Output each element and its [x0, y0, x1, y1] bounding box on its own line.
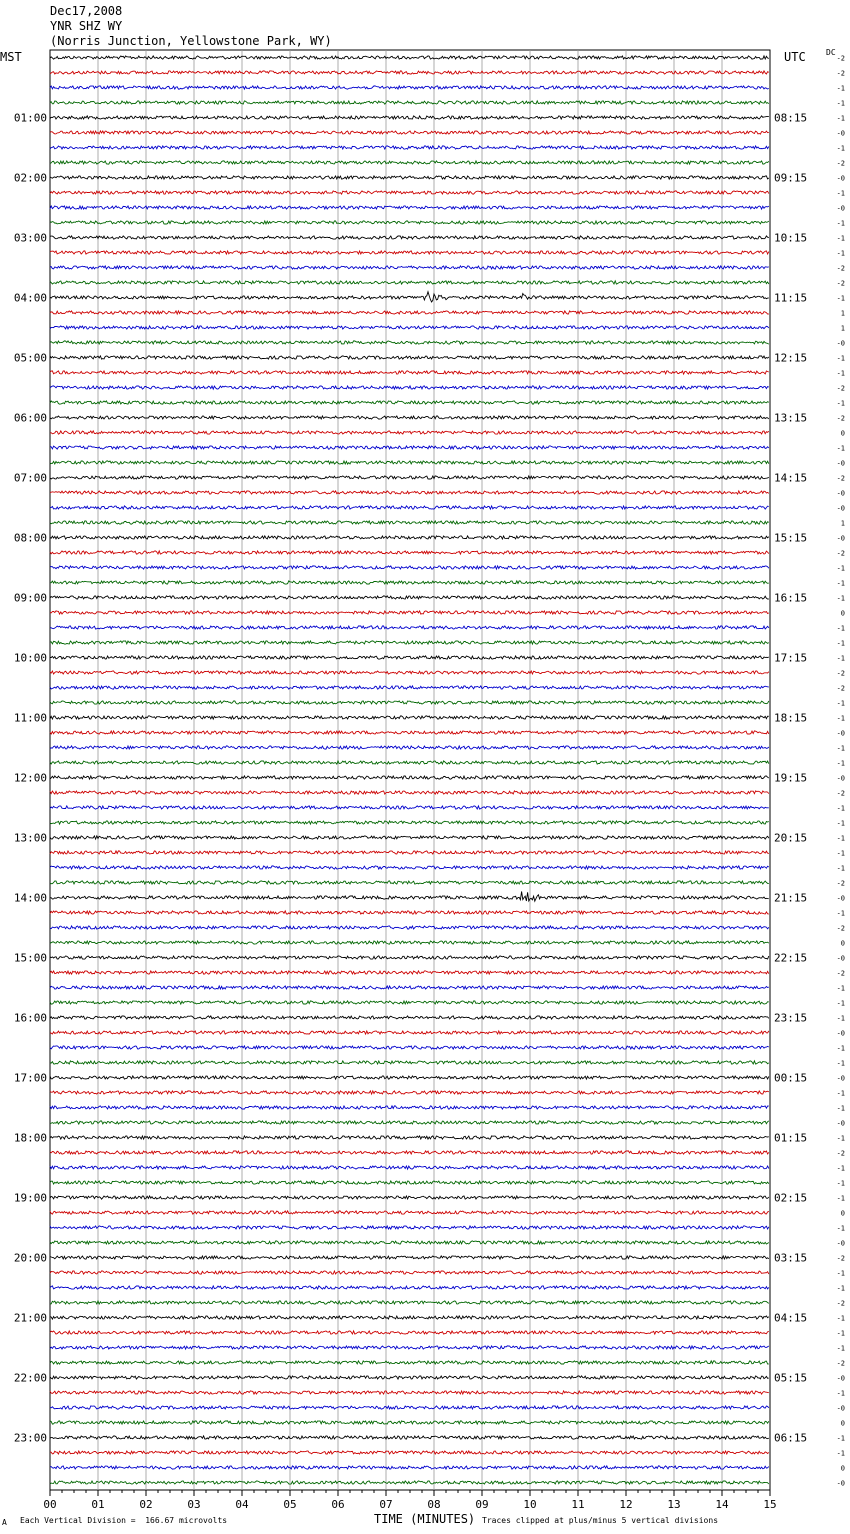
x-tick-label: 09	[475, 1498, 489, 1511]
trace-row-8	[50, 176, 769, 179]
dc-offset-label: -1	[836, 354, 845, 363]
trace-row-13	[50, 251, 769, 254]
trace-group	[50, 56, 769, 1484]
trace-row-62	[50, 986, 769, 989]
mst-label: 14:00	[13, 891, 47, 905]
dc-offset-label: -0	[836, 459, 845, 468]
dc-offset-label: -1	[836, 444, 845, 453]
mst-label: 12:00	[13, 771, 47, 785]
dc-offset-label: -0	[836, 1239, 845, 1248]
dc-offset-label: -1	[836, 999, 845, 1008]
trace-row-25	[50, 431, 769, 434]
dc-offset-label: -1	[836, 1224, 845, 1233]
trace-row-12	[50, 236, 769, 239]
utc-label: 05:15	[774, 1371, 808, 1385]
dc-offset-label: -2	[836, 1149, 845, 1158]
header-date: Dec17,2008	[50, 4, 123, 18]
dc-offset-label: -2	[836, 549, 845, 558]
dc-offset-label: -1	[836, 1284, 845, 1293]
dc-offset-label: -1	[836, 1044, 845, 1053]
mst-label: 03:00	[13, 231, 47, 245]
x-tick-label: 11	[571, 1498, 585, 1511]
trace-row-84	[50, 1316, 769, 1319]
trace-row-69	[50, 1091, 769, 1094]
utc-label: 17:15	[774, 651, 808, 665]
dc-offset-label: -1	[836, 189, 845, 198]
dc-offset-label: -1	[836, 714, 845, 723]
mst-label: 01:00	[13, 111, 47, 125]
utc-label: 01:15	[774, 1131, 808, 1145]
trace-row-49	[50, 791, 769, 794]
trace-row-54	[50, 866, 769, 869]
trace-row-74	[50, 1166, 769, 1169]
dc-offset-label: -1	[836, 564, 845, 573]
dc-offset-label: -0	[836, 1479, 845, 1488]
x-tick-label: 05	[283, 1498, 297, 1511]
mst-label: 19:00	[13, 1191, 47, 1205]
x-tick-label: 07	[379, 1498, 393, 1511]
trace-row-33	[50, 551, 769, 554]
dc-offset-label: -0	[836, 1119, 845, 1128]
dc-offset-label: 1	[840, 519, 845, 528]
dc-offset-label: 1	[840, 309, 845, 318]
dc-offset-label: -1	[836, 1089, 845, 1098]
dc-offset-label: -1	[836, 399, 845, 408]
dc-offset-label: -1	[836, 819, 845, 828]
mst-label: 11:00	[13, 711, 47, 725]
left-axis-title: MST	[0, 50, 22, 64]
dc-offset-label: -0	[836, 504, 845, 513]
trace-row-37	[50, 611, 769, 614]
trace-row-79	[50, 1241, 769, 1244]
mst-label: 10:00	[13, 651, 47, 665]
trace-row-93	[50, 1451, 769, 1454]
dc-offset-label: -1	[836, 579, 845, 588]
dc-offset-label: 0	[840, 1464, 845, 1473]
trace-row-14	[50, 266, 769, 269]
mst-label: 05:00	[13, 351, 47, 365]
mst-label: 07:00	[13, 471, 47, 485]
x-tick-label: 03	[187, 1498, 201, 1511]
trace-row-72	[50, 1136, 769, 1139]
utc-label: 12:15	[774, 351, 808, 365]
right-axis-title: UTC	[784, 50, 806, 64]
dc-offset-label: -1	[836, 249, 845, 258]
trace-row-29	[50, 491, 769, 494]
dc-offset-label: -1	[836, 84, 845, 93]
dc-offset-label: -2	[836, 669, 845, 678]
utc-label: 23:15	[774, 1011, 808, 1025]
dc-offset-label: 0	[840, 1419, 845, 1428]
trace-row-86	[50, 1346, 769, 1349]
trace-row-53	[50, 851, 769, 854]
dc-offset-label: -1	[836, 699, 845, 708]
trace-row-65	[50, 1031, 769, 1034]
trace-row-78	[50, 1226, 769, 1229]
trace-row-77	[50, 1211, 769, 1214]
trace-row-89	[50, 1391, 769, 1394]
trace-row-10	[50, 206, 769, 209]
trace-row-73	[50, 1151, 769, 1154]
trace-row-27	[50, 461, 769, 464]
dc-offset-label: -1	[836, 234, 845, 243]
trace-row-70	[50, 1106, 769, 1109]
trace-row-6	[50, 146, 769, 149]
mst-label: 15:00	[13, 951, 47, 965]
dc-offset-label: -0	[836, 534, 845, 543]
x-tick-label: 01	[91, 1498, 105, 1511]
dc-offset-label: -0	[836, 174, 845, 183]
trace-row-59	[50, 941, 769, 944]
x-axis-label: TIME (MINUTES)	[374, 1512, 476, 1526]
dc-offset-label: -1	[836, 1389, 845, 1398]
mst-label: 21:00	[13, 1311, 47, 1325]
scale-note: Each Vertical Division = 166.67 microvolts	[20, 1516, 228, 1525]
utc-label: 16:15	[774, 591, 808, 605]
trace-row-5	[50, 131, 769, 134]
x-tick-label: 08	[427, 1498, 441, 1511]
trace-row-46	[50, 746, 769, 749]
trace-row-19	[50, 341, 769, 344]
trace-row-68	[50, 1076, 769, 1079]
trace-row-18	[50, 326, 769, 329]
dc-offset-label: -2	[836, 264, 845, 273]
trace-row-67	[50, 1061, 769, 1064]
trace-row-76	[50, 1196, 769, 1199]
dc-offset-label: -2	[836, 69, 845, 78]
utc-label: 03:15	[774, 1251, 808, 1265]
dc-offset-label: -2	[836, 384, 845, 393]
trace-row-30	[50, 506, 769, 509]
utc-label: 13:15	[774, 411, 808, 425]
trace-row-63	[50, 1001, 769, 1004]
x-tick-label: 00	[43, 1498, 57, 1511]
trace-row-94	[50, 1466, 769, 1469]
trace-row-17	[50, 311, 769, 314]
utc-label: 08:15	[774, 111, 808, 125]
dc-offset-label: -2	[836, 1299, 845, 1308]
dc-offset-label: -2	[836, 969, 845, 978]
trace-row-91	[50, 1421, 769, 1424]
mst-label: 20:00	[13, 1251, 47, 1265]
utc-label: 20:15	[774, 831, 808, 845]
dc-offset-label: -2	[836, 1254, 845, 1263]
utc-label: 10:15	[774, 231, 808, 245]
trace-row-61	[50, 971, 769, 974]
dc-offset-label: 0	[840, 609, 845, 618]
trace-row-66	[50, 1046, 769, 1049]
trace-row-41	[50, 671, 769, 674]
dc-offset-label: -1	[836, 1194, 845, 1203]
mst-label: 22:00	[13, 1371, 47, 1385]
dc-offset-label: -0	[836, 1074, 845, 1083]
trace-row-0	[50, 56, 769, 59]
trace-row-7	[50, 161, 769, 164]
trace-row-52	[50, 836, 769, 839]
dc-offset-label: -1	[836, 864, 845, 873]
trace-row-20	[50, 356, 769, 359]
dc-offset-label: -2	[836, 54, 845, 63]
trace-row-31	[50, 521, 769, 524]
mst-label: 02:00	[13, 171, 47, 185]
trace-row-32	[50, 536, 769, 539]
trace-row-4	[50, 116, 769, 119]
trace-row-2	[50, 86, 769, 89]
mst-label: 13:00	[13, 831, 47, 845]
trace-row-81	[50, 1271, 769, 1274]
trace-row-92	[50, 1436, 769, 1439]
dc-offset-label: -1	[836, 1329, 845, 1338]
utc-label: 22:15	[774, 951, 808, 965]
utc-label: 21:15	[774, 891, 808, 905]
trace-row-45	[50, 731, 769, 734]
mst-label: 06:00	[13, 411, 47, 425]
dc-offset-label: -2	[836, 1359, 845, 1368]
trace-row-80	[50, 1256, 769, 1259]
x-tick-label: 13	[667, 1498, 681, 1511]
dc-offset-label: -1	[836, 1179, 845, 1188]
dc-offset-label: -0	[836, 489, 845, 498]
utc-label: 02:15	[774, 1191, 808, 1205]
trace-row-36	[50, 596, 769, 599]
dc-offset-label: -1	[836, 1449, 845, 1458]
trace-row-58	[50, 926, 769, 929]
dc-offset-label: -1	[836, 219, 845, 228]
x-tick-label: 12	[619, 1498, 633, 1511]
trace-row-55	[50, 881, 769, 884]
footer-mark: A	[2, 1518, 7, 1527]
dc-offset-label: 0	[840, 1209, 845, 1218]
dc-offset-label: -1	[836, 1314, 845, 1323]
mst-label: 17:00	[13, 1071, 47, 1085]
x-axis	[43, 1490, 776, 1511]
dc-offset-label: -0	[836, 894, 845, 903]
dc-offset-label: -0	[836, 1374, 845, 1383]
utc-label: 14:15	[774, 471, 808, 485]
dc-offset-label: 0	[840, 939, 845, 948]
utc-label: 04:15	[774, 1311, 808, 1325]
trace-row-87	[50, 1361, 769, 1364]
utc-label: 11:15	[774, 291, 808, 305]
utc-label: 06:15	[774, 1431, 808, 1445]
trace-row-95	[50, 1481, 769, 1484]
dc-offset-label: -1	[836, 624, 845, 633]
mst-label: 23:00	[13, 1431, 47, 1445]
dc-offset-label: -1	[836, 294, 845, 303]
trace-row-26	[50, 446, 769, 449]
trace-row-57	[50, 911, 769, 914]
header-location: (Norris Junction, Yellowstone Park, WY)	[50, 34, 332, 48]
dc-offset-label: -2	[836, 414, 845, 423]
x-tick-label: 02	[139, 1498, 153, 1511]
dc-offset-label: -1	[836, 1434, 845, 1443]
trace-row-43	[50, 701, 769, 704]
dc-offset-label: -1	[836, 369, 845, 378]
trace-row-82	[50, 1286, 769, 1289]
dc-offset-label: -0	[836, 204, 845, 213]
dc-offset-label: -1	[836, 594, 845, 603]
dc-offset-label: -0	[836, 129, 845, 138]
trace-row-90	[50, 1406, 769, 1409]
dc-offset-label: -2	[836, 789, 845, 798]
dc-offset-label: -0	[836, 729, 845, 738]
dc-offset-label: -2	[836, 879, 845, 888]
trace-row-28	[50, 476, 769, 479]
dc-label: DC	[826, 48, 836, 57]
mst-label: 09:00	[13, 591, 47, 605]
dc-offset-label: -1	[836, 114, 845, 123]
trace-row-1	[50, 71, 769, 74]
dc-offset-label: 0	[840, 429, 845, 438]
dc-offset-label: -1	[836, 909, 845, 918]
trace-row-44	[50, 716, 769, 719]
dc-offset-label: 1	[840, 324, 845, 333]
clip-note: Traces clipped at plus/minus 5 vertical divisions	[482, 1516, 719, 1525]
dc-offset-label: -2	[836, 474, 845, 483]
header-station: YNR SHZ WY	[50, 19, 123, 33]
trace-row-88	[50, 1376, 769, 1379]
dc-offset-label: -0	[836, 1029, 845, 1038]
trace-row-60	[50, 956, 769, 959]
trace-row-38	[50, 626, 769, 629]
trace-row-40	[50, 656, 769, 659]
x-tick-label: 15	[763, 1498, 777, 1511]
utc-label: 18:15	[774, 711, 808, 725]
trace-row-35	[50, 581, 769, 584]
x-tick-label: 04	[235, 1498, 249, 1511]
dc-offset-label: -2	[836, 924, 845, 933]
mst-label: 08:00	[13, 531, 47, 545]
dc-offset-label: -1	[836, 849, 845, 858]
trace-row-39	[50, 641, 769, 644]
dc-offset-label: -1	[836, 1104, 845, 1113]
utc-label: 09:15	[774, 171, 808, 185]
dc-offset-label: -1	[836, 804, 845, 813]
dc-offset-label: -1	[836, 144, 845, 153]
dc-offset-label: -0	[836, 339, 845, 348]
trace-row-83	[50, 1301, 769, 1304]
dc-offset-label: -0	[836, 954, 845, 963]
mst-label: 04:00	[13, 291, 47, 305]
trace-row-51	[50, 821, 769, 824]
dc-offset-label: -1	[836, 1059, 845, 1068]
trace-row-9	[50, 191, 769, 194]
mst-label: 18:00	[13, 1131, 47, 1145]
trace-row-15	[50, 281, 769, 284]
trace-row-11	[50, 221, 769, 224]
dc-offset-label: -1	[836, 639, 845, 648]
x-tick-label: 14	[715, 1498, 729, 1511]
dc-offset-label: -0	[836, 774, 845, 783]
trace-row-23	[50, 401, 769, 404]
trace-row-16	[50, 292, 769, 302]
trace-row-34	[50, 566, 769, 569]
x-tick-label: 10	[523, 1498, 537, 1511]
trace-row-3	[50, 101, 769, 104]
dc-offset-label: -1	[836, 984, 845, 993]
dc-offset-label: -1	[836, 744, 845, 753]
utc-label: 19:15	[774, 771, 808, 785]
trace-row-64	[50, 1016, 769, 1019]
dc-offset-label: -1	[836, 654, 845, 663]
utc-label: 00:15	[774, 1071, 808, 1085]
dc-offset-label: -2	[836, 279, 845, 288]
dc-offset-label: -1	[836, 99, 845, 108]
dc-offset-label: -1	[836, 1344, 845, 1353]
dc-offset-label: -1	[836, 1014, 845, 1023]
trace-row-42	[50, 686, 769, 689]
dc-offset-label: -1	[836, 1164, 845, 1173]
trace-row-50	[50, 806, 769, 809]
trace-row-75	[50, 1181, 769, 1184]
trace-row-71	[50, 1121, 769, 1124]
dc-offset-label: -2	[836, 159, 845, 168]
trace-row-47	[50, 761, 769, 764]
trace-row-21	[50, 371, 769, 374]
trace-row-22	[50, 386, 769, 389]
dc-offset-label: -0	[836, 1404, 845, 1413]
trace-row-48	[50, 776, 769, 779]
x-tick-label: 06	[331, 1498, 345, 1511]
dc-offset-label: -1	[836, 1269, 845, 1278]
dc-offset-label: -1	[836, 1134, 845, 1143]
dc-offset-label: -1	[836, 834, 845, 843]
dc-offset-label: -2	[836, 684, 845, 693]
trace-row-24	[50, 416, 769, 419]
dc-offset-label: -1	[836, 759, 845, 768]
mst-label: 16:00	[13, 1011, 47, 1025]
trace-row-56	[50, 892, 769, 902]
trace-row-85	[50, 1331, 769, 1334]
utc-label: 15:15	[774, 531, 808, 545]
